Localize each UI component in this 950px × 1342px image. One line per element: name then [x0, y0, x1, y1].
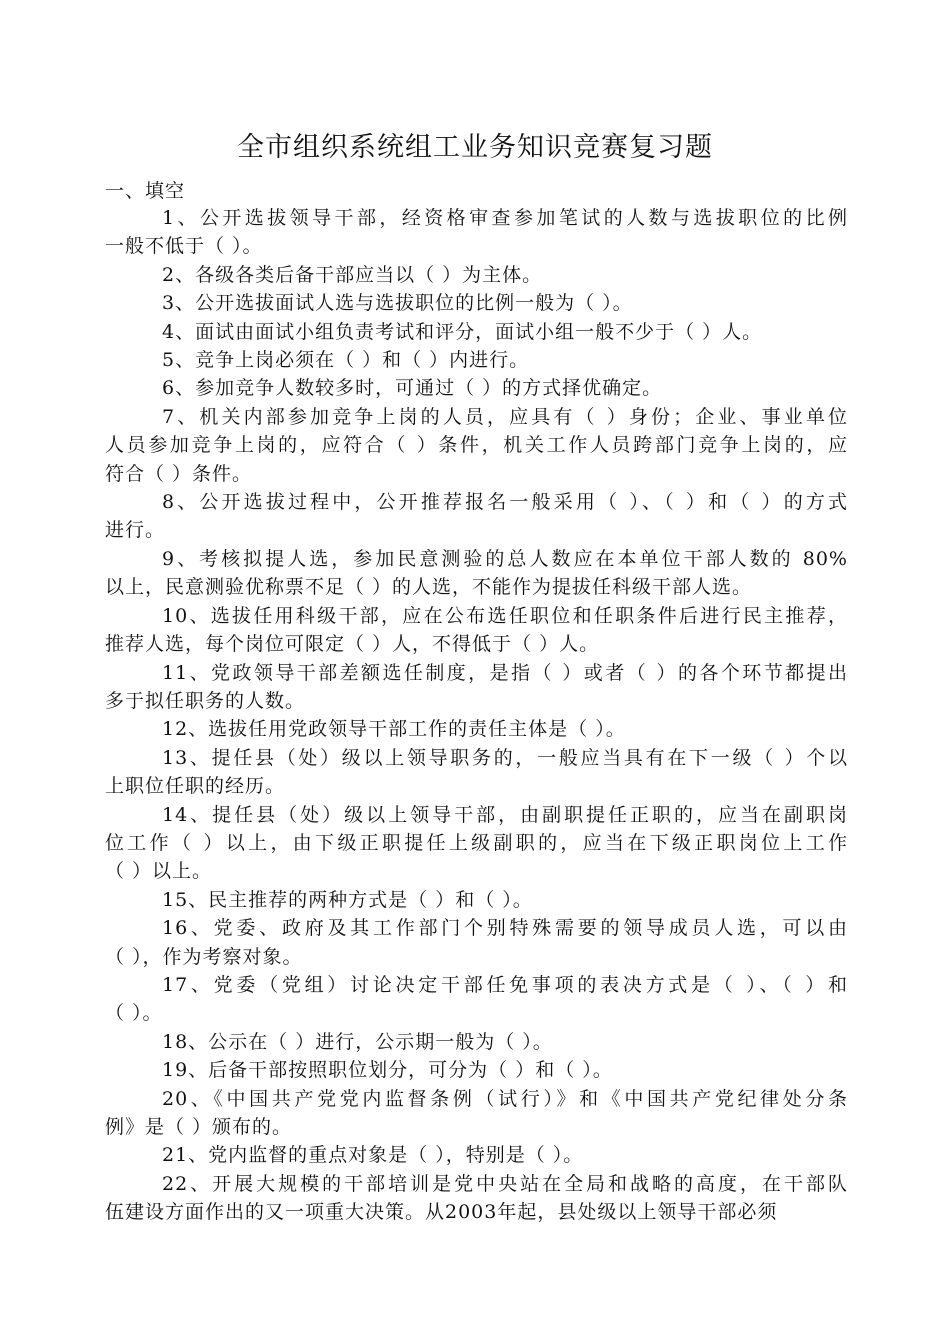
question-item [105, 1141, 848, 1169]
question-item [105, 744, 848, 801]
question-item [105, 289, 848, 317]
question-item [105, 204, 848, 261]
question-item [105, 488, 848, 545]
question-item [105, 318, 848, 346]
question-line: 以上，民意测验优称票不足（ ）的人选，不能作为提拔任科级干部人选。 [105, 576, 753, 599]
question-line: 6、参加竞争人数较多时，可通过（ ）的方式择优确定。 [162, 377, 663, 400]
question-item [105, 602, 848, 659]
question-line: 一般不低于（ ）。 [105, 235, 263, 258]
question-line: 15、民主推荐的两种方式是（ ）和（ ）。 [162, 888, 533, 911]
question-line: 18、公示在（ ）进行，公示期一般为（ ）。 [162, 1030, 553, 1053]
question-line: 5、竞争上岗必须在（ ）和（ ）内进行。 [162, 349, 530, 372]
question-line: 上职位任职的经历。 [105, 775, 286, 798]
question-item [105, 261, 848, 289]
question-line: 人员参加竞争上岗的，应符合（ ）条件，机关工作人员跨部门竞争上岗的，应 [105, 434, 848, 457]
question-item [105, 659, 848, 716]
question-line: 16、党委、政府及其工作部门个别特殊需要的领导成员人选，可以由 [162, 917, 848, 940]
question-item [105, 914, 848, 971]
question-item [105, 346, 848, 374]
question-line: 13、提任县（处）级以上领导职务的，一般应当具有在下一级（ ）个以 [162, 746, 848, 769]
section-heading: 一、填空 [105, 180, 186, 202]
question-line: 多于拟任职务的人数。 [105, 689, 306, 712]
question-line: 12、选拔任用党政领导干部工作的责任主体是（ ）。 [162, 718, 626, 741]
question-line: 8、公开选拔过程中，公开推荐报名一般采用（ ）、（ ）和（ ）的方式 [162, 491, 848, 514]
question-line: 位工作（ ）以上，由下级正职提任上级副职的，应当在下级正职岗位上工作 [105, 831, 848, 854]
page-title: 全市组织系统组工业务知识竞赛复习题 [237, 132, 713, 163]
question-line: （ ），作为考察对象。 [105, 945, 303, 968]
question-item [105, 801, 848, 886]
question-item [105, 1056, 848, 1084]
question-item [105, 1170, 848, 1227]
question-line: 进行。 [105, 519, 166, 542]
question-item [105, 971, 848, 1028]
question-line: 3、公开选拔面试人选与选拔职位的比例一般为（ ）。 [162, 292, 633, 315]
question-item [105, 403, 848, 488]
question-line: 21、党内监督的重点对象是（ ），特别是（ ）。 [162, 1144, 584, 1167]
question-item [105, 1028, 848, 1056]
question-line: 19、后备干部按照职位划分，可分为（ ）和（ ）。 [162, 1059, 613, 1082]
question-line: 1、公开选拔领导干部，经资格审查参加笔试的人数与选拔职位的比例 [162, 207, 848, 229]
question-line: 2、各级各类后备干部应当以（ ）为主体。 [162, 263, 543, 286]
question-line: 4、面试由面试小组负责考试和评分，面试小组一般不少于（ ）人。 [162, 320, 763, 343]
question-line: 11、党政领导干部差额选任制度，是指（ ）或者（ ）的各个环节都提出 [162, 661, 848, 684]
question-item [105, 545, 848, 602]
question-line: （ ）以上。 [105, 860, 213, 883]
question-item [105, 374, 848, 402]
question-line: 7、机关内部参加竞争上岗的人员，应具有（ ）身份；企业、事业单位 [162, 405, 848, 428]
question-line: 推荐人选，每个岗位可限定（ ）人，不得低于（ ）人。 [105, 633, 600, 656]
question-line: 例》是（ ）颁布的。 [105, 1116, 293, 1138]
question-line: （ ）。 [105, 1002, 163, 1025]
question-line: 20、《中国共产党党内监督条例（试行）》和《中国共产党纪律处分条 [162, 1087, 848, 1110]
question-list [105, 204, 848, 1227]
question-line: 14、提任县（处）级以上领导干部，由副职提任正职的，应当在副职岗 [162, 803, 848, 826]
question-line: 9、考核拟提人选，参加民意测验的总人数应在本单位干部人数的 80% [162, 547, 848, 570]
question-item [105, 715, 848, 743]
question-line: 10、选拔任用科级干部，应在公布选任职位和任职条件后进行民主推荐， [162, 604, 848, 627]
question-line: 伍建设方面作出的又一项重大决策。从2003年起，县处级以上领导干部必须 [105, 1201, 778, 1224]
question-line: 22、开展大规模的干部培训是党中央站在全局和战略的高度，在干部队 [162, 1172, 848, 1195]
question-item [105, 886, 848, 914]
question-line: 17、党委（党组）讨论决定干部任免事项的表决方式是（ ）、（ ）和 [162, 973, 848, 996]
question-item [105, 1085, 848, 1142]
question-line: 符合（ ）条件。 [105, 462, 253, 485]
